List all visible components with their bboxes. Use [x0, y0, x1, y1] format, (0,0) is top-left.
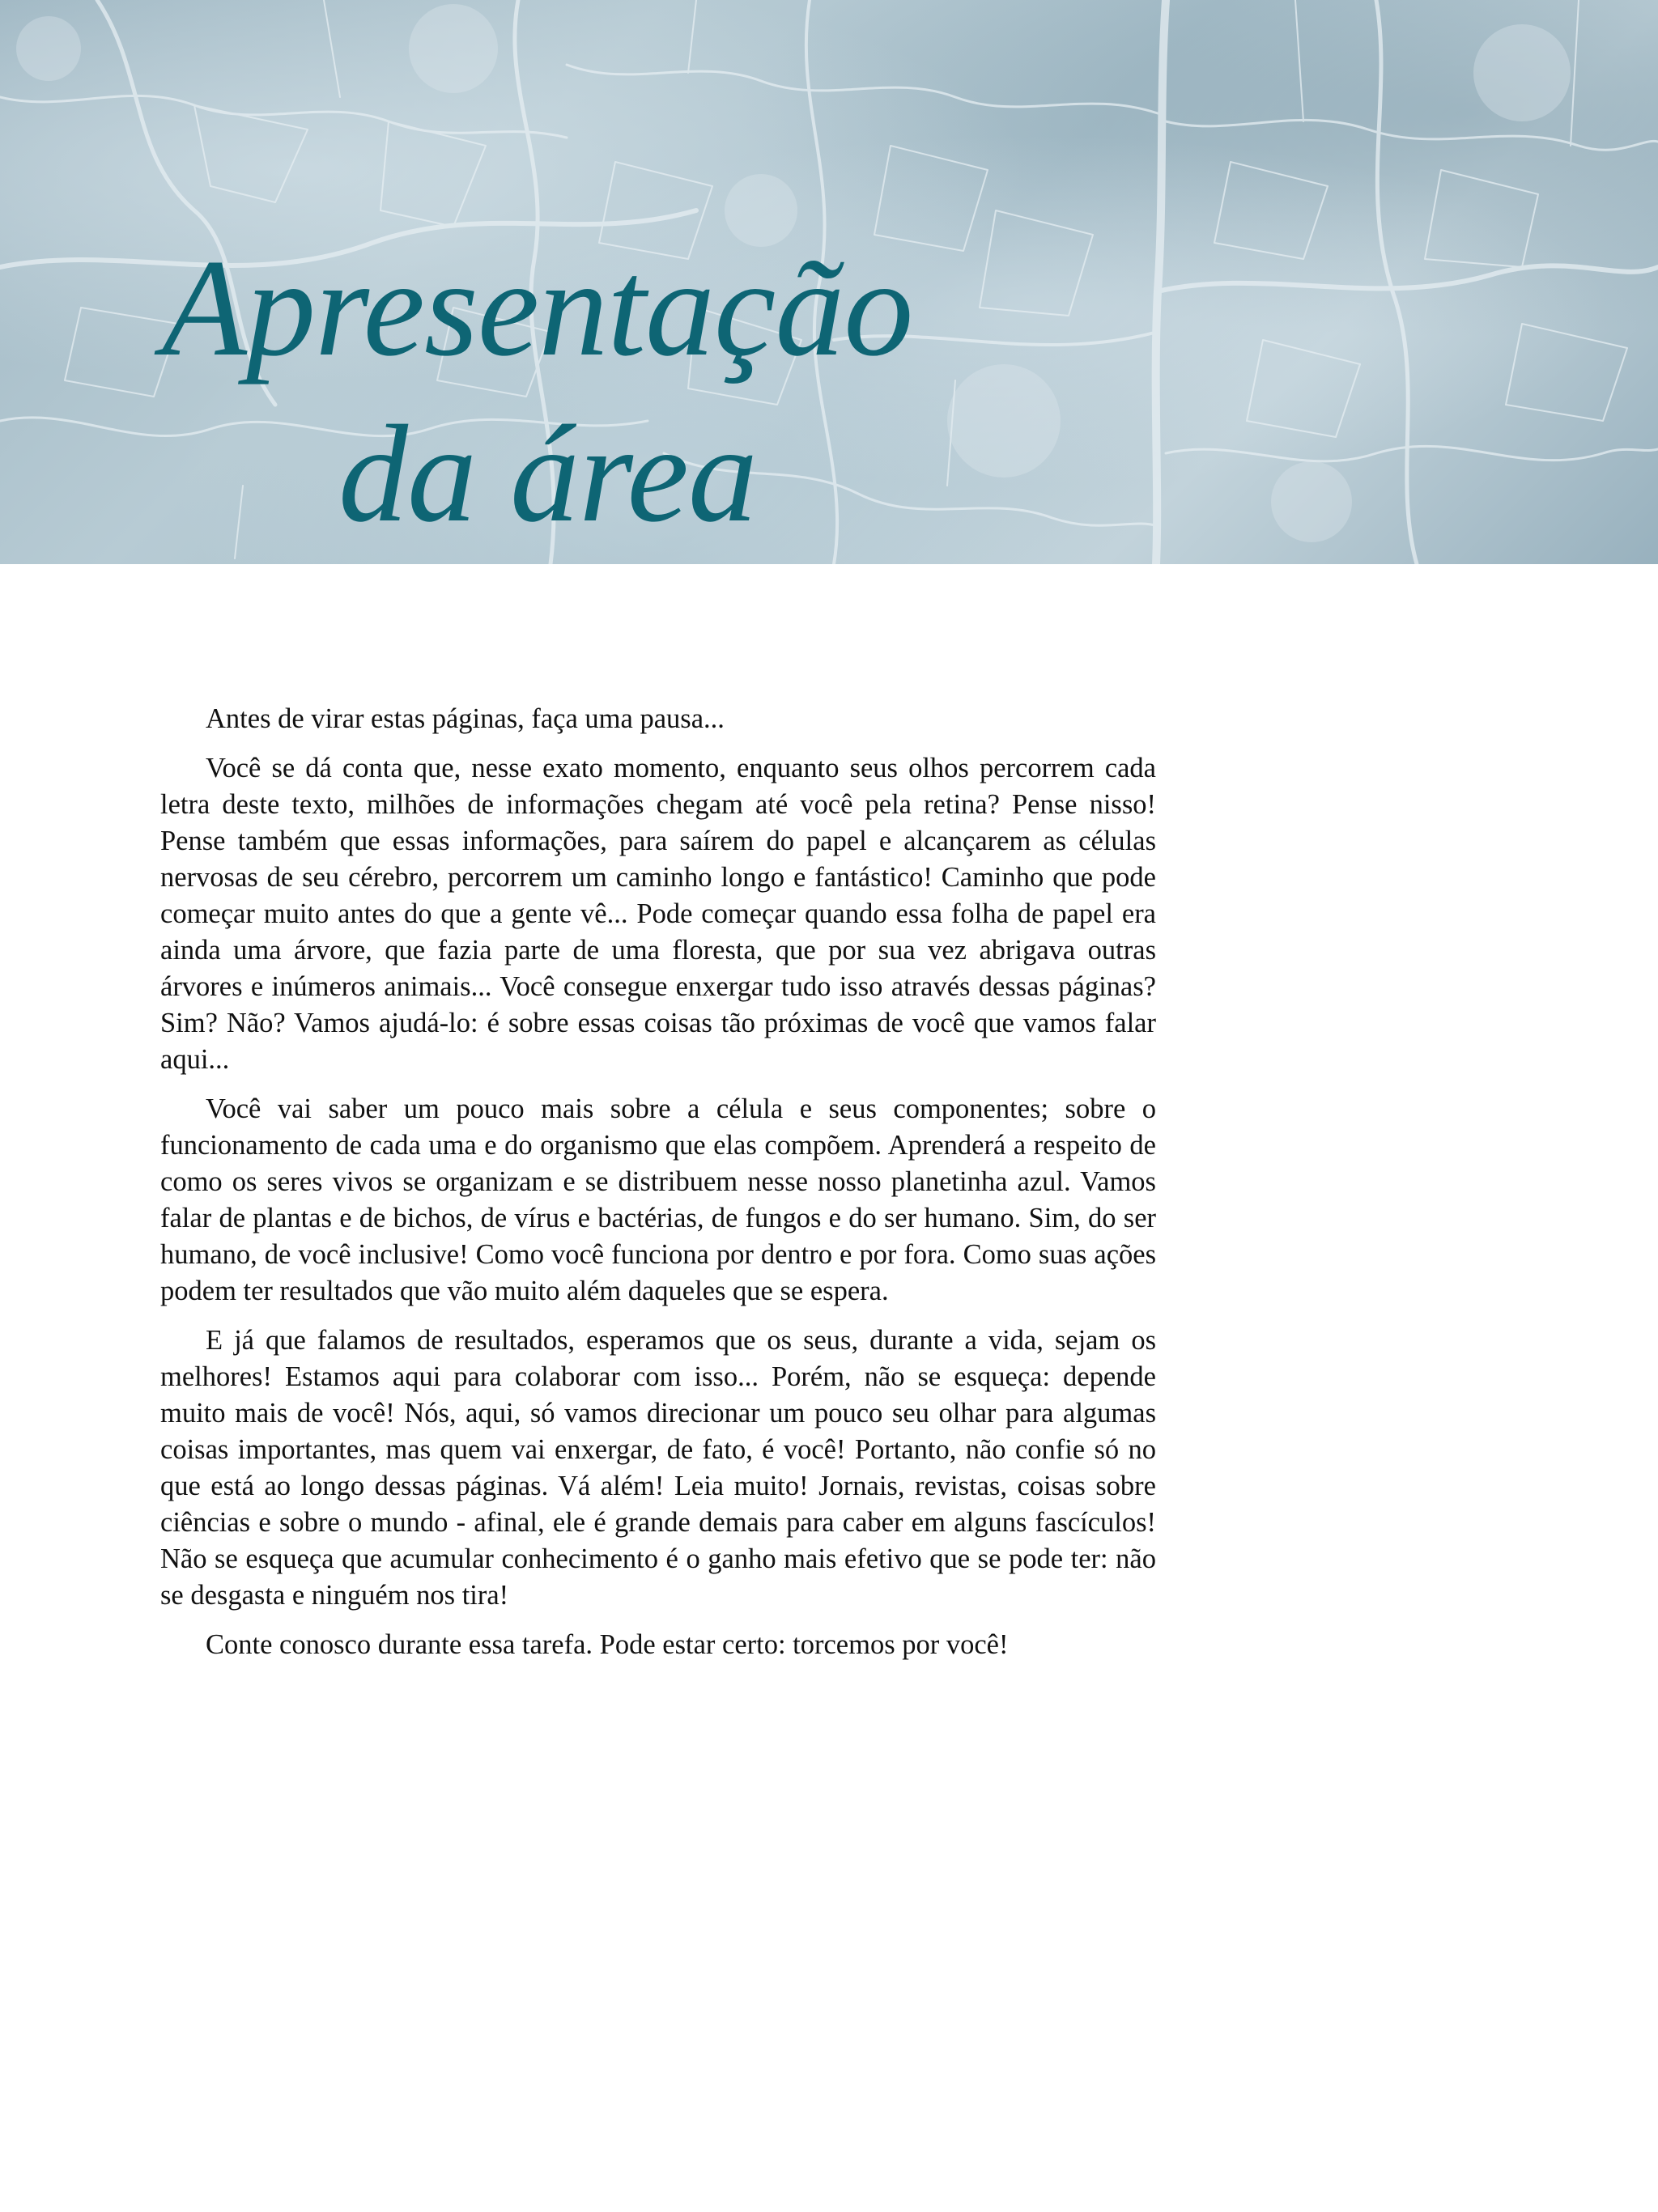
page-title-line-2: da área — [338, 397, 757, 551]
paragraph-3: Você vai saber um pouco mais sobre a célula e seus componentes; sobre o funcionamento de cada uma e do organismo que elas compõem. Aprenderá a respeito de como os seres vivos se organizam e se distribuem nesse nosso planetinha azul. Vamos falar de plantas e de bichos, de vírus e bactérias, de fungos e do ser humano. Sim, do ser humano, de você inclusive! Como você funciona por dentro e por fora. Como suas ações podem ter resultados que vão muito além daqueles que se espera. — [160, 1093, 1156, 1306]
header-banner — [0, 0, 1658, 564]
paragraph-1: Antes de virar estas páginas, faça uma pausa... — [206, 703, 725, 734]
paragraph-2: Você se dá conta que, nesse exato momento, enquanto seus olhos percorrem cada letra deste texto, milhões de informações chegam até você pela retina? Pense nisso! Pense também que essas informações, para saírem do papel e alcançarem as células nervosas de seu cérebro, percorrem um caminho longo e fantástico! Caminho que pode começar muito antes do que a gente vê... Pode começar quando essa folha de papel era ainda uma árvore, que fazia parte de uma floresta, que por sua vez abrigava outras árvores e inúmeros animais... Você consegue enxergar tudo isso através dessas páginas? Sim? Não? Vamos ajudá-lo: é sobre essas coisas tão próximas de você que vamos falar aqui... — [160, 753, 1156, 1075]
presentation-text — [160, 701, 1156, 1676]
page-title-line-1: Apresentação — [162, 231, 913, 385]
paragraph-5: Conte conosco durante essa tarefa. Pode estar certo: torcemos por você! — [206, 1629, 1009, 1660]
paragraph-4: E já que falamos de resultados, esperamos que os seus, durante a vida, sejam os melhores! Estamos aqui para colaborar com isso... Porém, não se esqueça: depende muito mais de você! Nós, aqui, só vamos direcionar um pouco seu olhar para algumas coisas importantes, mas quem vai enxergar, de fato, é você! Portanto, não confie só no que está ao longo dessas páginas. Vá além! Leia muito! Jornais, revistas, coisas sobre ciências e sobre o mundo - afinal, ele é grande demais para caber em alguns fascículos! Não se esqueça que acumular conhecimento é o ganho mais efetivo que se pode ter: não se desgasta e ninguém nos tira! — [160, 1325, 1156, 1611]
